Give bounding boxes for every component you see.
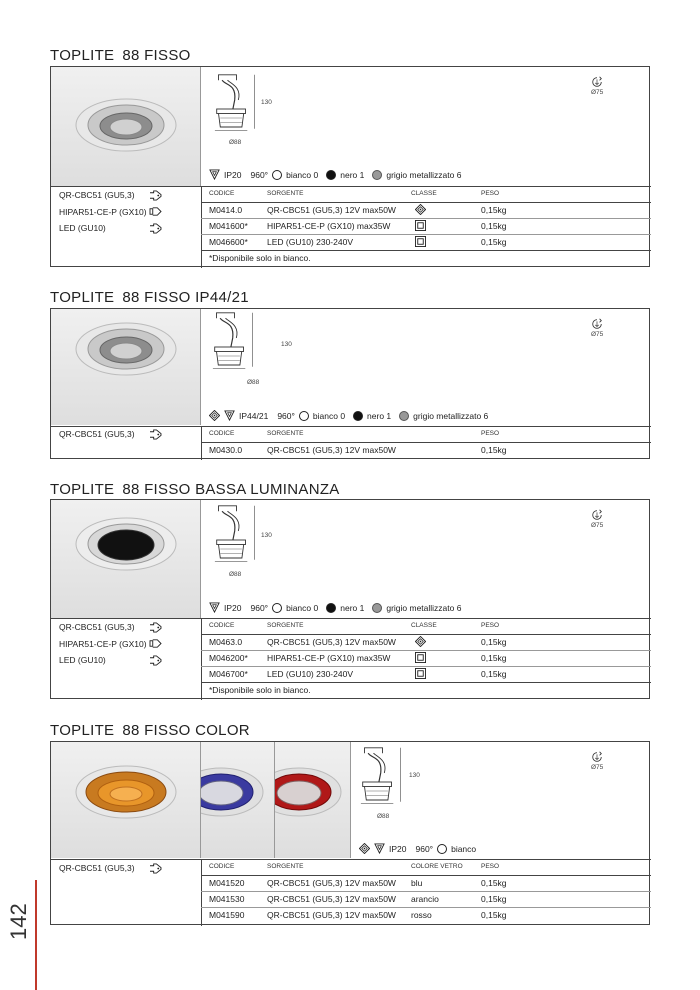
- spec-table: [201, 618, 651, 700]
- source-item: [59, 652, 162, 669]
- lamp-icon: [149, 863, 162, 874]
- class-square-icon: [415, 220, 426, 231]
- cell-codice: M041590: [209, 910, 245, 920]
- tilt-angle: 960°: [277, 410, 295, 421]
- rotation-label: Ø75: [591, 764, 604, 771]
- finish-white-swatch: [299, 411, 309, 421]
- cell-sorgente: QR-CBC51 (GU5,3) 12V max50W: [267, 637, 396, 647]
- finish-grey-swatch: [372, 603, 382, 613]
- col-header-codice: CODICE: [209, 190, 235, 197]
- cell-peso: 0,15kg: [481, 637, 507, 647]
- spec-table: [201, 426, 651, 460]
- cell-sorgente: QR-CBC51 (GU5,3) 12V max50W: [267, 878, 396, 888]
- class-square-icon: [415, 652, 426, 663]
- spec-line: [209, 410, 492, 421]
- product-card-2: [50, 308, 650, 459]
- footnote: *Disponibile solo in bianco.: [209, 253, 311, 263]
- table-row: [201, 650, 651, 666]
- product-card-1: [50, 66, 650, 267]
- finish-white-swatch: [437, 844, 447, 854]
- col-header-classe: CLASSE: [411, 622, 437, 629]
- section-title-4: [50, 722, 250, 739]
- dimension-diameter: Ø88: [229, 571, 242, 578]
- finish-grey-swatch: [372, 170, 382, 180]
- product-photo-blue: [201, 742, 275, 858]
- dimension-height: 130: [261, 99, 272, 106]
- col-header-colore: COLORE VETRO: [411, 863, 463, 870]
- finish-black-swatch: [326, 603, 336, 613]
- source-label: QR-CBC51 (GU5,3): [59, 429, 135, 440]
- lamp-icon: [149, 223, 162, 234]
- source-item: [59, 204, 162, 221]
- finish-white-swatch: [272, 170, 282, 180]
- cell-codice: M041600*: [209, 221, 248, 231]
- spec-line: [209, 169, 465, 180]
- divider: [201, 250, 651, 251]
- source-item: [59, 636, 162, 653]
- downlight-white-image: [51, 67, 201, 186]
- cell-sorgente: LED (GU10) 230-240V: [267, 237, 353, 247]
- cell-sorgente: LED (GU10) 230-240V: [267, 669, 353, 679]
- lamp-icon: [149, 655, 162, 666]
- section-title-brand: TOPLITE: [50, 481, 115, 498]
- source-label: QR-CBC51 (GU5,3): [59, 863, 135, 874]
- source-label: HIPAR51-CE-P (GX10): [59, 638, 147, 649]
- cell-sorgente: QR-CBC51 (GU5,3) 12V max50W: [267, 910, 396, 920]
- shield-icon: [224, 410, 235, 421]
- section-title-brand: TOPLITE: [50, 47, 115, 64]
- source-item: [59, 860, 162, 877]
- cell-codice: M046700*: [209, 669, 248, 679]
- class-ii-diamond-icon: [415, 204, 426, 215]
- spec-line: [209, 602, 465, 613]
- downlight-blue-image: [201, 742, 275, 858]
- finish-white-label: bianco: [451, 843, 477, 854]
- table-row: [201, 234, 651, 250]
- lamp-icon: [149, 638, 162, 649]
- section-title-2: [50, 289, 249, 306]
- finish-white-swatch: [272, 603, 282, 613]
- source-item: [59, 220, 162, 237]
- dimension-height: 130: [281, 341, 292, 348]
- cell-sorgente: QR-CBC51 (GU5,3) 12V max50W: [267, 205, 396, 215]
- cell-sorgente: HIPAR51-CE-P (GX10) max35W: [267, 221, 391, 231]
- cell-peso: 0,15kg: [481, 910, 507, 920]
- col-header-codice: CODICE: [209, 622, 235, 629]
- technical-drawing: [209, 504, 264, 576]
- dimension-height: 130: [261, 532, 272, 539]
- lamp-icon: [149, 622, 162, 633]
- col-header-peso: PESO: [481, 430, 500, 437]
- cell-colore: rosso: [411, 910, 432, 920]
- source-list: [59, 619, 162, 669]
- col-header-peso: PESO: [481, 863, 500, 870]
- cell-peso: 0,15kg: [481, 237, 507, 247]
- col-header-peso: PESO: [481, 190, 500, 197]
- downlight-ip44-image: [51, 309, 201, 425]
- col-header-sorgente: SORGENTE: [267, 622, 304, 629]
- col-header-codice: CODICE: [209, 430, 235, 437]
- class-ii-diamond-icon: [209, 410, 220, 421]
- spec-line: [359, 843, 480, 854]
- table-row: [201, 218, 651, 234]
- source-item: [59, 619, 162, 636]
- finish-white-label: bianco 0: [312, 410, 346, 421]
- ip-rating: IP20: [224, 169, 242, 180]
- col-header-sorgente: SORGENTE: [267, 430, 304, 437]
- class-square-icon: [415, 236, 426, 247]
- rotate-icon: [591, 751, 603, 763]
- cell-codice: M0430.0: [209, 445, 243, 455]
- table-row: [201, 202, 651, 218]
- lamp-icon: [149, 206, 162, 217]
- technical-drawing: [207, 311, 262, 383]
- lamp-icon: [149, 190, 162, 201]
- cell-sorgente: HIPAR51-CE-P (GX10) max35W: [267, 653, 391, 663]
- ip-rating: IP20: [224, 602, 242, 613]
- finish-black-swatch: [326, 170, 336, 180]
- cell-codice: M041520: [209, 878, 245, 888]
- cell-peso: 0,15kg: [481, 205, 507, 215]
- source-list: [59, 187, 162, 237]
- shield-icon: [209, 602, 220, 613]
- technical-drawing: [355, 746, 410, 818]
- cell-codice: M0414.0: [209, 205, 243, 215]
- source-label: LED (GU10): [59, 223, 106, 234]
- lamp-icon: [149, 429, 162, 440]
- ip-rating: IP44/21: [239, 410, 269, 421]
- cell-colore: blu: [411, 878, 423, 888]
- cell-peso: 0,15kg: [481, 894, 507, 904]
- product-photo: [51, 309, 201, 425]
- tilt-angle: 960°: [250, 169, 269, 180]
- table-row: [201, 634, 651, 650]
- product-card-4: [50, 741, 650, 925]
- col-header-classe: CLASSE: [411, 190, 437, 197]
- finish-grey-swatch: [399, 411, 409, 421]
- downlight-red-image: [275, 742, 351, 858]
- cell-sorgente: QR-CBC51 (GU5,3) 12V max50W: [267, 445, 396, 455]
- col-header-codice: CODICE: [209, 863, 235, 870]
- product-card-3: [50, 499, 650, 699]
- source-list: [59, 426, 162, 443]
- cell-colore: arancio: [411, 894, 439, 904]
- cell-peso: 0,15kg: [481, 445, 507, 455]
- product-photo-orange: [51, 742, 201, 858]
- dimension-height: 130: [409, 772, 420, 779]
- rotation-label: Ø75: [591, 522, 604, 529]
- page-marker-bar: [35, 880, 37, 990]
- rotation-label: Ø75: [591, 89, 604, 96]
- downlight-low-luminance-image: [51, 500, 201, 618]
- section-title-brand: TOPLITE: [50, 289, 115, 306]
- product-photo: [51, 500, 201, 618]
- finish-black-label: nero 1: [340, 169, 365, 180]
- class-ii-diamond-icon: [415, 636, 426, 647]
- section-title-3: [50, 481, 340, 498]
- source-label: QR-CBC51 (GU5,3): [59, 622, 135, 633]
- rotate-icon: [591, 76, 603, 88]
- finish-black-label: nero 1: [340, 602, 365, 613]
- ip-rating: IP20: [389, 843, 407, 854]
- dimension-diameter: Ø88: [377, 813, 390, 820]
- cell-peso: 0,15kg: [481, 878, 507, 888]
- finish-grey-label: grigio metallizzato 6: [386, 602, 462, 613]
- cell-codice: M041530: [209, 894, 245, 904]
- spec-table: [201, 859, 651, 926]
- finish-grey-label: grigio metallizzato 6: [413, 410, 489, 421]
- col-header-sorgente: SORGENTE: [267, 863, 304, 870]
- source-item: [59, 187, 162, 204]
- finish-white-label: bianco 0: [286, 602, 319, 613]
- table-row: [201, 891, 651, 907]
- finish-white-label: bianco 0: [286, 169, 319, 180]
- class-square-icon: [415, 668, 426, 679]
- section-title-brand: TOPLITE: [50, 722, 115, 739]
- source-list: [59, 860, 162, 877]
- divider: [201, 682, 651, 683]
- product-photo-red: [275, 742, 351, 858]
- dimension-diameter: Ø88: [247, 379, 260, 386]
- source-item: [59, 426, 162, 443]
- tilt-angle: 960°: [250, 602, 269, 613]
- source-label: QR-CBC51 (GU5,3): [59, 190, 135, 201]
- finish-grey-label: grigio metallizzato 6: [386, 169, 462, 180]
- tilt-angle: 960°: [415, 843, 434, 854]
- table-row: [201, 907, 651, 923]
- col-header-sorgente: SORGENTE: [267, 190, 304, 197]
- section-title-model: 88 FISSO: [122, 47, 191, 64]
- spec-table: [201, 186, 651, 268]
- col-header-peso: PESO: [481, 622, 500, 629]
- dimension-diameter: Ø88: [229, 139, 242, 146]
- table-row: [201, 442, 651, 458]
- shield-icon: [209, 169, 220, 180]
- source-label: LED (GU10): [59, 655, 106, 666]
- source-label: HIPAR51-CE-P (GX10): [59, 206, 147, 217]
- table-row: [201, 875, 651, 891]
- cell-peso: 0,15kg: [481, 653, 507, 663]
- rotation-label: Ø75: [591, 331, 604, 338]
- finish-black-label: nero 1: [367, 410, 392, 421]
- section-title-1: [50, 47, 191, 64]
- section-title-model: 88 FISSO BASSA LUMINANZA: [122, 481, 340, 498]
- cell-codice: M046200*: [209, 653, 248, 663]
- technical-drawing: [209, 73, 264, 145]
- page-number: 142: [6, 903, 31, 940]
- section-title-model: 88 FISSO COLOR: [122, 722, 250, 739]
- downlight-orange-image: [51, 742, 201, 858]
- rotate-icon: [591, 318, 603, 330]
- product-photo: [51, 67, 201, 186]
- cell-peso: 0,15kg: [481, 221, 507, 231]
- section-title-model: 88 FISSO IP44/21: [122, 289, 249, 306]
- shield-icon: [374, 843, 385, 854]
- table-row: [201, 666, 651, 682]
- cell-codice: M0463.0: [209, 637, 243, 647]
- cell-peso: 0,15kg: [481, 669, 507, 679]
- cell-sorgente: QR-CBC51 (GU5,3) 12V max50W: [267, 894, 396, 904]
- cell-codice: M046600*: [209, 237, 248, 247]
- rotate-icon: [591, 509, 603, 521]
- finish-black-swatch: [353, 411, 363, 421]
- class-ii-diamond-icon: [359, 843, 370, 854]
- footnote: *Disponibile solo in bianco.: [209, 685, 311, 695]
